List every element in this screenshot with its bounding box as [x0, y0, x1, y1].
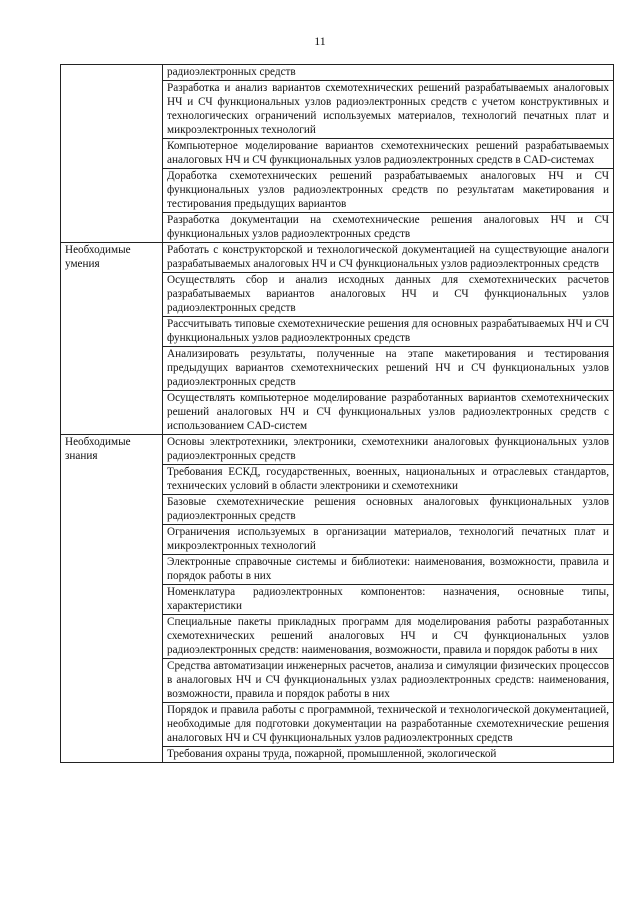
section-label: Необходимые знания [61, 435, 163, 763]
requirement-item: Осуществлять компьютерное моделирование разработанных вариантов схемотехнических решений аналоговых НЧ и СЧ функциональных узлов радиоэлектронных средств с использованием CAD-систем [163, 391, 614, 435]
section-label [61, 65, 163, 243]
requirement-item: Порядок и правила работы с программной, технической и технологической документацией, необходимые для подготовки документации на разработанные схемотехнические решения аналоговых НЧ и СЧ функциональных узлов радиоэлектронных средств [163, 703, 614, 747]
requirement-item: Средства автоматизации инженерных расчетов, анализа и симуляции физических процессов в аналоговых НЧ и СЧ функциональных узлах радиоэлектронных средств: наименования, возможности, правила и порядок работы в них [163, 659, 614, 703]
competency-table-body [61, 65, 614, 763]
competency-table [60, 64, 614, 763]
requirement-item: Требования охраны труда, пожарной, промышленной, экологической [163, 747, 614, 763]
requirement-item: Анализировать результаты, полученные на этапе макетирования и тестирования предыдущих вариантов схемотехнических решений НЧ и СЧ функциональных узлов радиоэлектронных средств [163, 347, 614, 391]
requirement-item: Работать с конструкторской и технологической документацией на существующие аналоги разрабатываемых аналоговых НЧ и СЧ функциональных узлов радиоэлектронных средств [163, 243, 614, 273]
table-row [61, 243, 614, 273]
requirement-item: Ограничения используемых в организации материалов, технологий печатных плат и микроэлектронных технологий [163, 525, 614, 555]
requirement-item: Номенклатура радиоэлектронных компонентов: назначения, основные типы, характеристики [163, 585, 614, 615]
table-row [61, 435, 614, 465]
requirement-item: Рассчитывать типовые схемотехнические решения для основных разрабатываемых НЧ и СЧ функциональных узлов радиоэлектронных средств [163, 317, 614, 347]
requirement-item: Основы электротехники, электроники, схемотехники аналоговых функциональных узлов радиоэлектронных средств [163, 435, 614, 465]
requirement-item: Требования ЕСКД, государственных, военных, национальных и отраслевых стандартов, технических условий в области электроники и схемотехники [163, 465, 614, 495]
requirement-item: Компьютерное моделирование вариантов схемотехнических решений разрабатываемых аналоговых НЧ и СЧ функциональных узлов радиоэлектронных средств в CAD-системах [163, 139, 614, 169]
requirement-item: радиоэлектронных средств [163, 65, 614, 81]
requirement-item: Разработка документации на схемотехнические решения аналоговых НЧ и СЧ функциональных узлов радиоэлектронных средств [163, 213, 614, 243]
table-row [61, 65, 614, 81]
requirement-item: Доработка схемотехнических решений разрабатываемых аналоговых НЧ и СЧ функциональных узлов радиоэлектронных средств по результатам макетирования и тестирования предыдущих вариантов [163, 169, 614, 213]
requirement-item: Разработка и анализ вариантов схемотехнических решений разрабатываемых аналоговых НЧ и СЧ функциональных узлов радиоэлектронных средств с учетом конструктивных и технологических ограничений используемых материалов, технологий печатных плат и микроэлектронных технологий [163, 81, 614, 139]
page-number: 11 [314, 34, 326, 48]
requirement-item: Осуществлять сбор и анализ исходных данных для схемотехнических расчетов разрабатываемых вариантов аналоговых НЧ и СЧ функциональных узлов радиоэлектронных средств [163, 273, 614, 317]
requirement-item: Электронные справочные системы и библиотеки: наименования, возможности, правила и порядок работы в них [163, 555, 614, 585]
requirement-item: Базовые схемотехнические решения основных аналоговых функциональных узлов радиоэлектронных средств [163, 495, 614, 525]
requirement-item: Специальные пакеты прикладных программ для моделирования работы разработанных схемотехнических решений аналоговых НЧ и СЧ функциональных узлов радиоэлектронных средств: наименования, возможности, правила и порядок работы в них [163, 615, 614, 659]
section-label: Необходимые умения [61, 243, 163, 435]
